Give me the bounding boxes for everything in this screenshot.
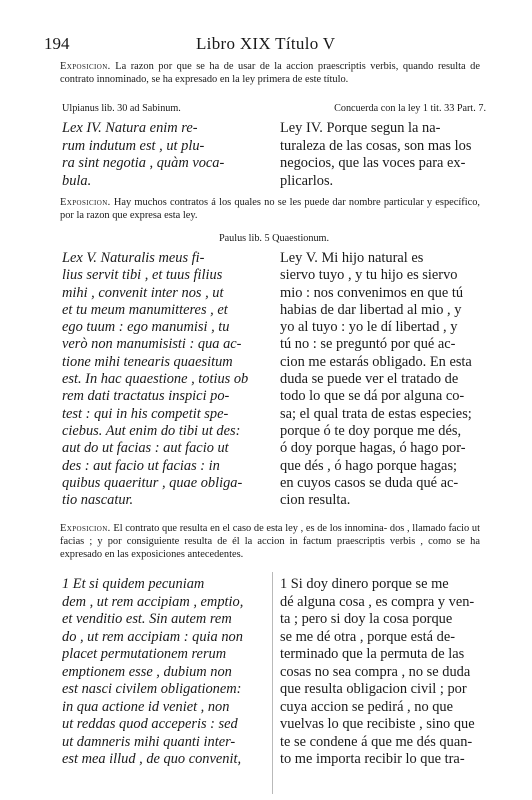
- section-1-latin-text: [62, 576, 266, 769]
- page-number: 194: [44, 34, 70, 53]
- text-line: et tu meum manumitteres , et: [62, 301, 228, 318]
- running-title: Libro XIX Título V: [196, 34, 336, 53]
- text-line: que resulta obligacion civil ; por: [280, 681, 467, 697]
- law-5-spanish-column: [280, 250, 486, 509]
- text-line: placet permutationem rerum: [62, 646, 227, 662]
- text-line: yo al tuyo : yo le dí libertad , y: [280, 319, 458, 336]
- text-line: est. In hac quaestione , totius ob: [62, 371, 249, 388]
- text-line: ra sint negotia , quàm voca-: [62, 155, 225, 171]
- exposition-3: [60, 522, 480, 561]
- law-4-source: Ulpianus lib. 30 ad Sabinum.: [62, 103, 181, 114]
- text-line: ciebus. Aut enim do tibi ut des:: [62, 422, 241, 439]
- page-header: [44, 34, 476, 56]
- law-5-latin-text: [62, 250, 266, 509]
- text-line: Lex V. Naturalis meus fi-: [62, 250, 205, 266]
- law-5-spanish-text: [280, 250, 486, 509]
- exposition-line: quando resulta de contrato innominado, se ha expresado en la ley primera de este: [60, 61, 480, 85]
- text-line: todo lo que se dá por alguna co-: [280, 388, 465, 405]
- text-line: que dés , ó hago porque hagas;: [280, 457, 458, 474]
- text-line: bula.: [62, 172, 92, 189]
- text-line: Ley V. Mi hijo natural es: [280, 250, 424, 266]
- text-line: rem dati tractatus inspici po-: [62, 388, 230, 405]
- text-line: lius servit tibi , et tuus filius: [62, 267, 223, 284]
- text-line: negocios, que las voces para ex-: [280, 155, 466, 171]
- text-line: 1 Si doy dinero porque se me: [280, 576, 449, 592]
- exposition-label: Exposicion.: [60, 523, 111, 534]
- law-4-latin-text: [62, 120, 266, 190]
- section-1-spanish-column: [280, 576, 486, 769]
- text-line: Lex IV. Natura enim re-: [62, 120, 198, 136]
- text-line: verò non manumisisti : qua ac-: [62, 336, 242, 353]
- text-line: tú no : se preguntó por qué ac-: [280, 336, 456, 353]
- text-line: mihi , convenit inter nos , ut: [62, 284, 224, 301]
- text-line: turaleza de las cosas, son mas los: [280, 137, 472, 154]
- text-line: rum indutum est , ut plu-: [62, 137, 205, 154]
- text-line: plicarlos.: [280, 172, 334, 189]
- text-line: en cuyos casos se duda qué ac-: [280, 474, 459, 491]
- exposition-label: Exposicion.: [60, 61, 111, 72]
- law-4-spanish-text: [280, 120, 486, 190]
- exposition-2: [60, 196, 480, 222]
- text-line: cion me estarás obligado. En esta: [280, 353, 472, 370]
- text-line: do , ut rem accipiam : quia non: [62, 628, 243, 645]
- text-line: in qua actione id veniet , non: [62, 698, 230, 715]
- text-line: emptionem esse , dubium non: [62, 663, 232, 680]
- text-line: terminado que la permuta de las: [280, 646, 465, 662]
- exposition-line: La razon por que se ha de usar de la accion praescriptis verbis,: [115, 61, 399, 72]
- exposition-line: título.: [323, 74, 349, 85]
- text-line: dem , ut rem accipiam , emptio,: [62, 593, 244, 610]
- text-line: dé alguna cosa , es compra y ven-: [280, 593, 475, 610]
- text-line: tio nascatur.: [62, 492, 134, 509]
- text-line: Ley IV. Porque segun la na-: [280, 120, 441, 136]
- text-line: se me dé otra , porque está de-: [280, 628, 456, 645]
- text-line: duda se puede ver el tratado de: [280, 371, 459, 388]
- text-line: ut damneris mihi quanti inter-: [62, 733, 236, 750]
- text-line: tione mihi tenearis quaesitum: [62, 353, 233, 370]
- text-line: est mea illud , de quo convenit,: [62, 751, 242, 767]
- text-line: siervo tuyo , y tu hijo es siervo: [280, 267, 458, 284]
- text-line: cosas no sea compra , no se duda: [280, 663, 471, 680]
- text-line: sa; el qual trata de estas especies;: [280, 405, 472, 422]
- section-1-spanish-text: [280, 576, 486, 769]
- law-4-latin-column: [62, 102, 266, 190]
- text-line: quibus quaeritur , quae obliga-: [62, 474, 243, 491]
- law-5-latin-column: [62, 250, 266, 509]
- text-line: test : qui in his competit spe-: [62, 405, 229, 422]
- text-line: des : aut facio ut facias : in: [62, 457, 220, 474]
- text-line: cuya accion se pedirá , no que: [280, 698, 454, 715]
- text-line: ó doy porque hagas, ó hago por-: [280, 440, 466, 457]
- text-line: aut do ut facias : aut facio ut: [62, 440, 229, 457]
- text-line: mio : nos convenimos en que tú: [280, 284, 464, 301]
- text-line: vuelvas lo que recibiste , sino que: [280, 716, 475, 732]
- text-line: porque ó te doy porque me dés,: [280, 422, 462, 439]
- text-line: to me importa recibir lo que tra-: [280, 751, 465, 767]
- text-line: ut reddas quod acceperis : sed: [62, 716, 238, 732]
- exposition-line: praescriptis verbis , como se ha expresado en las exposiciones antecedentes.: [60, 536, 480, 560]
- text-line: habias de dar libertad al mio , y: [280, 301, 462, 318]
- law-4-concordance: Concuerda con la ley 1 tit. 33 Part. 7.: [334, 103, 486, 114]
- text-line: te se condene á que me dés quan-: [280, 733, 473, 750]
- exposition-line: El contrato que resulta en el caso de esta ley , es de los innomina-: [113, 523, 388, 534]
- exposition-line: Hay muchos contratos á los quales no se les puede dar nombre: [113, 197, 381, 208]
- text-line: cion resulta.: [280, 492, 351, 509]
- text-line: 1 Et si quidem pecuniam: [62, 576, 205, 592]
- exposition-line: particular y específico, por la razon que expresa esta ley.: [60, 197, 480, 221]
- exposition-1: [60, 60, 480, 86]
- law-4-spanish-column: [280, 102, 486, 190]
- section-1-latin-column: [62, 576, 266, 769]
- text-line: ta ; pero si doy la cosa porque: [280, 611, 453, 627]
- text-line: et venditio est. Sin autem rem: [62, 611, 232, 627]
- exposition-line: dos , llamado facio ut facias ; y por consiguiente resulta de él la accion in factum: [60, 523, 480, 547]
- law-5-source: Paulus lib. 5 Quaestionum.: [218, 233, 330, 244]
- text-line: est nasci civilem obligationem:: [62, 681, 242, 697]
- text-line: ego tuum : ego manumisi , tu: [62, 319, 230, 336]
- exposition-label: Exposicion.: [60, 197, 111, 208]
- column-divider: [272, 572, 273, 794]
